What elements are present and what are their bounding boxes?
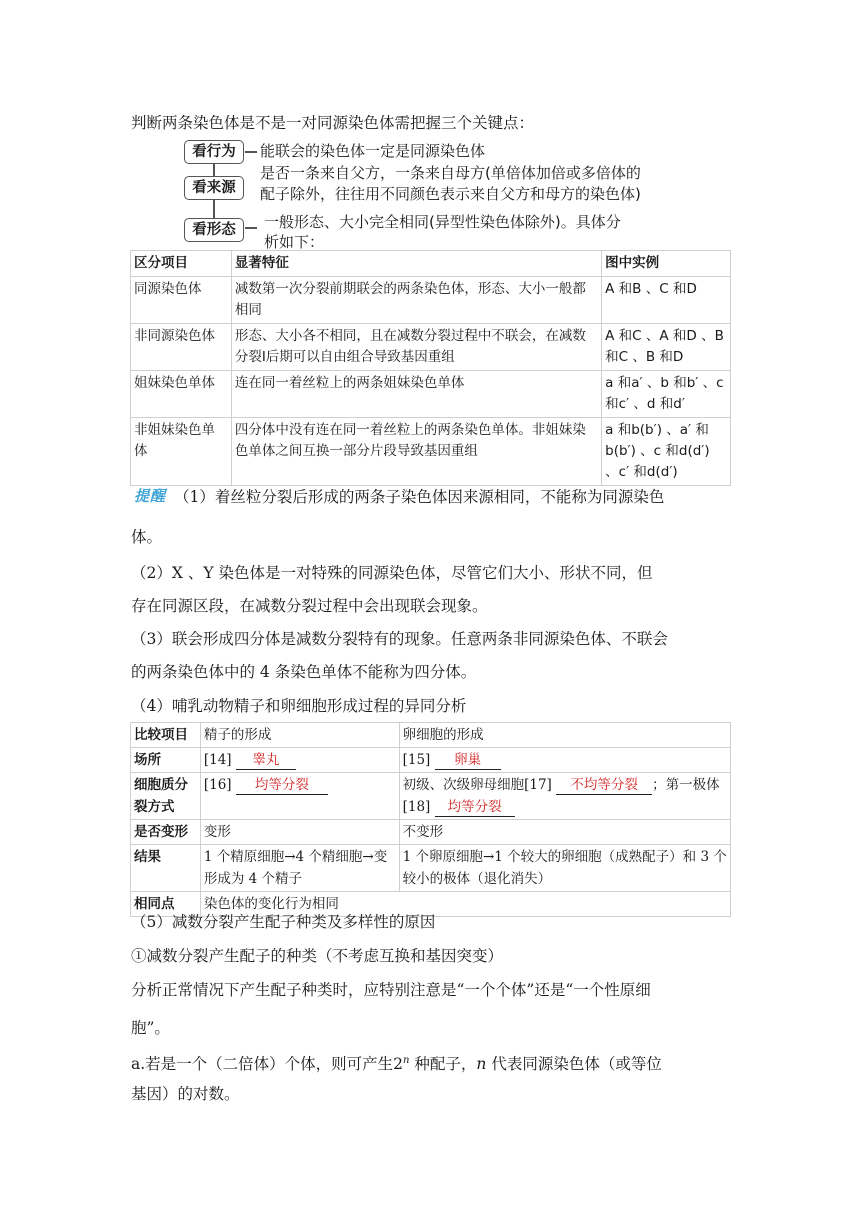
blank-number: [15] xyxy=(402,752,431,768)
table-row xyxy=(131,845,731,892)
row-label: 结果 xyxy=(131,845,201,892)
row-label: 细胞质分裂方式 xyxy=(131,773,201,820)
table-cell: 四分体中没有连在同一着丝粒上的两条染色单体。非姐妹染色单体之间互换一部分片段导致基因重组 xyxy=(231,418,601,486)
table-cell: 不变形 xyxy=(399,820,730,845)
table-cell: A 和C 、A 和D 、B 和C 、B 和D xyxy=(602,324,731,371)
table-cell: 减数第一次分裂前期联会的两条染色体，形态、大小一般都相同 xyxy=(231,277,601,324)
row-label: 场所 xyxy=(131,748,201,773)
table-cell: a 和b(b′) 、a′ 和b(b′) 、c 和d(d′) 、c′ 和d(d′) xyxy=(602,418,731,486)
table-header-cell: 卵细胞的形成 xyxy=(399,723,730,748)
tip-badge xyxy=(134,485,166,506)
row-label: 是否变形 xyxy=(131,820,201,845)
variable: n xyxy=(476,1055,487,1074)
blank-number: [14] xyxy=(203,752,232,768)
section-5-item-a-line-1 xyxy=(131,1050,731,1075)
note-1-line-1: （1）着丝粒分裂后形成的两条子染色体因来源相同，不能称为同源染色 xyxy=(174,488,665,506)
table-row xyxy=(131,748,731,773)
table-cell: 1 个卵原细胞→1 个较大的卵细胞（成熟配子）和 3 个较小的极体（退化消失） xyxy=(399,845,730,892)
table-header-cell: 区分项目 xyxy=(131,251,232,277)
keypoint-text-source-1: 是否一条来自父方，一条来自母方(单倍体加倍或多倍体的 xyxy=(260,164,641,182)
table-cell xyxy=(200,773,399,820)
table-cell: 染色体的变化行为相同 xyxy=(200,892,730,917)
table-header-cell: 比较项目 xyxy=(131,723,201,748)
table-cell: A 和B 、C 和D xyxy=(602,277,731,324)
table-cell: 非同源染色体 xyxy=(131,324,232,371)
answer-blank: 卵巢 xyxy=(435,751,501,770)
note-1-line-2: 体。 xyxy=(131,528,163,546)
table-cell: 连在同一着丝粒上的两条姐妹染色单体 xyxy=(231,371,601,418)
tip-label: 提醒 xyxy=(134,487,167,505)
keypoint-label-source: 看来源 xyxy=(184,176,244,200)
row-label: 相同点 xyxy=(131,892,201,917)
keypoint-label-behavior: 看行为 xyxy=(184,140,244,164)
chromosome-comparison-table xyxy=(130,250,731,486)
keypoint-dash xyxy=(245,227,257,229)
table-header-cell: 图中实例 xyxy=(602,251,731,277)
answer-blank: 不均等分裂 xyxy=(556,776,652,795)
table-header-cell: 精子的形成 xyxy=(200,723,399,748)
table-row xyxy=(131,773,731,820)
table-cell xyxy=(399,748,730,773)
note-3-line-1: （3）联会形成四分体是减数分裂特有的现象。任意两条非同源染色体、不联会 xyxy=(131,630,668,648)
keypoint-text-source-2: 配子除外，往往用不同颜色表示来自父方和母方的染色体) xyxy=(260,185,641,203)
table-row xyxy=(131,418,731,486)
table-row xyxy=(131,820,731,845)
section-5-item-a-line-2: 基因）的对数。 xyxy=(131,1085,240,1103)
table-cell: 变形 xyxy=(200,820,399,845)
table-header-row xyxy=(131,723,731,748)
table-header-row xyxy=(131,251,731,277)
answer-blank: 均等分裂 xyxy=(236,776,328,795)
keypoint-text-shape-2: 析如下： xyxy=(264,233,325,251)
text: 代表同源染色体（或等位 xyxy=(486,1055,662,1074)
table-cell xyxy=(399,773,730,820)
blank-number: [16] xyxy=(203,777,232,793)
note-2-line-1: （2）X 、Y 染色体是一对特殊的同源染色体，尽管它们大小、形状不同，但 xyxy=(131,564,653,582)
table-cell: 同源染色体 xyxy=(131,277,232,324)
keypoint-dash xyxy=(245,151,257,153)
cell-text: 初级、次级卵母细胞[17] xyxy=(402,777,552,793)
answer-blank: 均等分裂 xyxy=(435,798,515,817)
section-5-title: （5）减数分裂产生配子种类及多样性的原因 xyxy=(131,913,436,931)
note-4-heading: （4）哺乳动物精子和卵细胞形成过程的异同分析 xyxy=(131,697,467,715)
keypoint-label-shape: 看形态 xyxy=(184,218,244,242)
intro-text: 判断两条染色体是不是一对同源染色体需把握三个关键点： xyxy=(131,114,535,132)
keypoint-text-shape-1: 一般形态、大小完全相同(异型性染色体除外)。具体分 xyxy=(264,213,621,231)
section-5-subheading: ①减数分裂产生配子的种类（不考虑互换和基因突变） xyxy=(131,947,504,965)
text: 种配子， xyxy=(409,1055,477,1074)
table-cell: 姐妹染色单体 xyxy=(131,371,232,418)
table-row xyxy=(131,277,731,324)
table-cell xyxy=(200,748,399,773)
section-5-paragraph-line-1: 分析正常情况下产生配子种类时，应特别注意是“一个个体”还是“一个性原细 xyxy=(131,981,651,999)
section-5-paragraph-line-2: 胞”。 xyxy=(131,1019,170,1037)
cell-text: ；第一极体[18] xyxy=(402,777,720,815)
table-cell: 形态、大小各不相同，且在减数分裂过程中不联会，在减数分裂Ⅰ后期可以自由组合导致基因重组 xyxy=(231,324,601,371)
table-header-cell: 显著特征 xyxy=(231,251,601,277)
table-cell: 1 个精原细胞→4 个精细胞→变形成为 4 个精子 xyxy=(200,845,399,892)
table-row xyxy=(131,371,731,418)
text: a.若是一个（二倍体）个体，则可产生2 xyxy=(131,1055,404,1074)
gamete-formation-table xyxy=(130,722,731,917)
keypoints-diagram xyxy=(184,140,704,250)
note-2-line-2: 存在同源区段，在减数分裂过程中会出现联会现象。 xyxy=(131,597,488,615)
table-cell: 非姐妹染色单体 xyxy=(131,418,232,486)
keypoint-text-behavior: 能联会的染色体一定是同源染色体 xyxy=(260,142,486,160)
table-cell: a 和a′ 、b 和b′ 、c 和c′ 、d 和d′ xyxy=(602,371,731,418)
note-3-line-2: 的两条染色体中的 4 条染色单体不能称为四分体。 xyxy=(131,663,477,681)
answer-blank: 睾丸 xyxy=(236,751,296,770)
exponent: n xyxy=(403,1055,410,1066)
table-row xyxy=(131,324,731,371)
